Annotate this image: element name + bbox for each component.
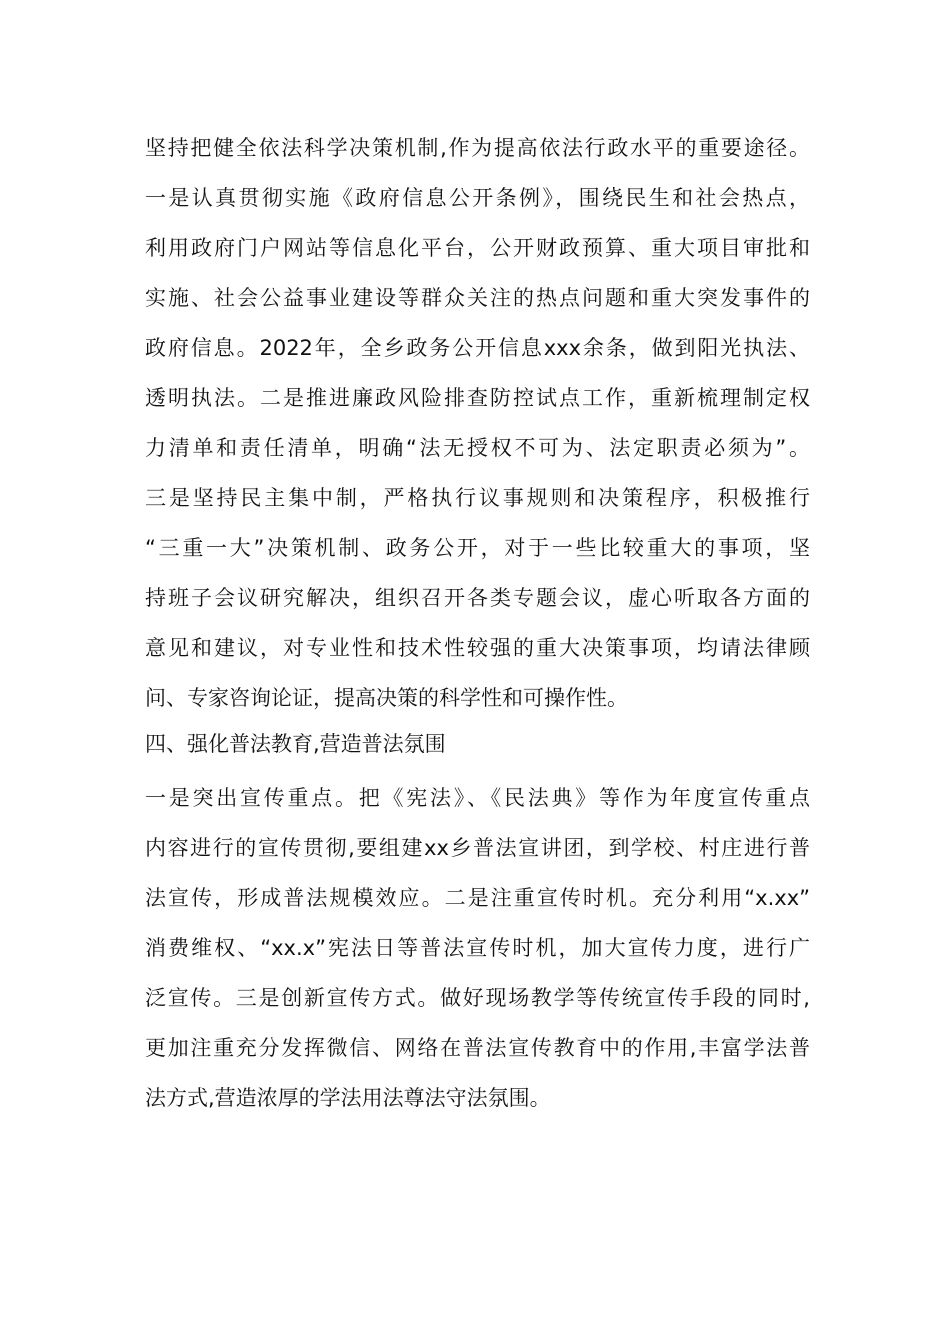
text-line: 政府信息。2022年，全乡政务公开信息xxx余条，做到阳光执法、 (145, 336, 810, 360)
text-line: 消费维权、“xx.x”宪法日等普法宣传时机，加大宣传力度，进行广 (145, 936, 810, 960)
text-line: 利用政府门户网站等信息化平台，公开财政预算、重大项目审批和 (145, 236, 810, 260)
text-line: 坚持把健全依法科学决策机制,作为提高依法行政水平的重要途径。 (145, 136, 810, 160)
text-line: 力清单和责任清单，明确“法无授权不可为、法定职责必须为”。 (145, 436, 810, 460)
section-heading: 四、强化普法教育,营造普法氛围 (145, 732, 446, 756)
text-line: 泛宣传。三是创新宣传方式。做好现场教学等传统宣传手段的同时, (145, 986, 810, 1010)
text-line: 一是认真贯彻实施《政府信息公开条例》，围绕民生和社会热点， (145, 186, 810, 210)
text-line: 透明执法。二是推进廉政风险排查防控试点工作，重新梳理制定权 (145, 386, 810, 410)
text-line: 法宣传，形成普法规模效应。二是注重宣传时机。充分利用“x.xx” (145, 886, 810, 910)
text-line: 实施、社会公益事业建设等群众关注的热点问题和重大突发事件的 (145, 286, 810, 310)
text-line: 一是突出宣传重点。把《宪法》、《民法典》等作为年度宣传重点 (145, 786, 810, 810)
text-line: 意见和建议，对专业性和技术性较强的重大决策事项，均请法律顾 (145, 636, 810, 660)
text-line: “三重一大”决策机制、政务公开，对于一些比较重大的事项，坚 (145, 536, 810, 560)
text-line: 三是坚持民主集中制，严格执行议事规则和决策程序，积极推行 (145, 486, 810, 510)
text-line: 更加注重充分发挥微信、网络在普法宣传教育中的作用,丰富学法普 (145, 1036, 810, 1060)
text-line: 内容进行的宣传贯彻,要组建xx乡普法宣讲团，到学校、村庄进行普 (145, 836, 810, 860)
paragraph-end-line: 法方式,营造浓厚的学法用法尊法守法氛围。 (145, 1086, 551, 1110)
text-line: 持班子会议研究解决，组织召开各类专题会议，虚心听取各方面的 (145, 586, 810, 610)
paragraph-end-line: 问、专家咨询论证，提高决策的科学性和可操作性。 (145, 686, 628, 710)
